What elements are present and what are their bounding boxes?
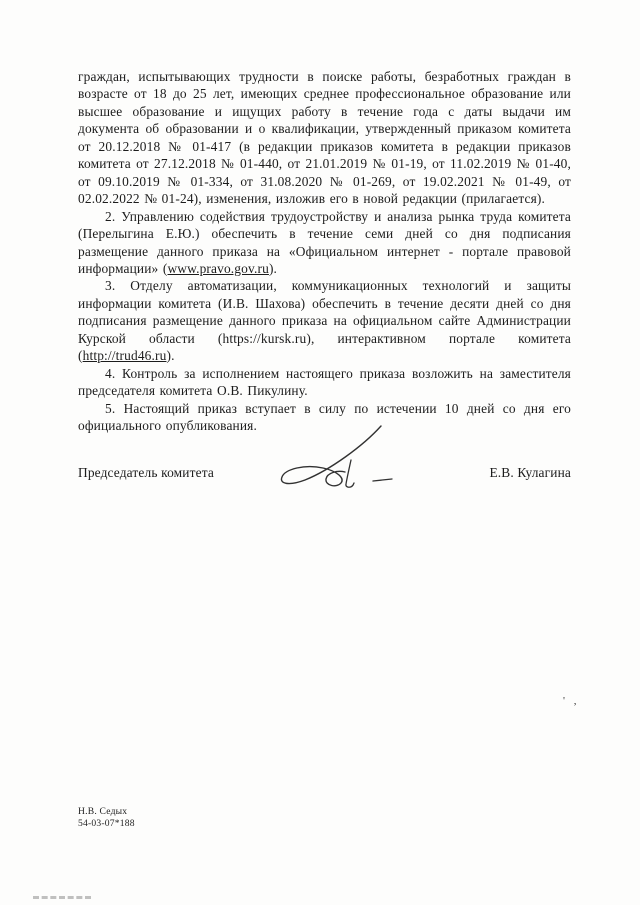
paragraph-item-2 [78, 208, 571, 278]
scan-edge-artifact [33, 896, 91, 899]
signatory-name: Е.В. Кулагина [489, 465, 571, 480]
document-body-text [78, 68, 571, 435]
paragraph-text: ). [268, 260, 278, 276]
scan-speckle: ' , [563, 695, 580, 707]
paragraph-item-5: 5. Настоящий приказ вступает в силу по истечении 10 дней со дня его официального опубликования. [78, 400, 571, 434]
link-pravo-gov-ru: www.pravo.gov.ru [167, 260, 269, 276]
paragraph-continuation: граждан, испытывающих трудности в поиске работы, безработных граждан в возрасте от 18 до 25 лет, имеющих среднее профессиональное образование или высшее образование и ищущих работу в течение года с даты выдачи им документа об образовании и о квалификации, утвержденный приказом комитета от 20.12.2018 № 01-417 (в редакции приказов комитета в редакции приказов комитета от 27.12.2018 № 01-440, от 21.01.2019 № 01-19, от 11.02.2019 № 01-40, от 09.10.2019 № 01-334, от 31.08.2020 № 01-269, от 19.02.2021 № 01-49, от 02.02.2022 № 01-24), изменения, изложив его в новой редакции (прилагается). [78, 69, 571, 207]
paragraph-item-4: 4. Контроль за исполнением настоящего приказа возложить на заместителя председателя комитета О.В. Пикулину. [78, 365, 571, 399]
paragraph-text: 3. Отделу автоматизации, коммуникационных технологий и защиты информации комитета (И.В. Шахова) обеспечить в течение десяти дней со дня подписания размещение данного приказа на официальном сайте Администрации Курской области (https://kursk.ru), интерактивном портале комитета ( [78, 278, 571, 364]
paragraph-text: 2. Управлению содействия трудоустройству и анализа рынка труда комитета (Перелыгина Е.Ю.) обеспечить в течение семи дней со дня подписания размещение данного приказа на «Официальном интернет - портале правовой информации» ( [78, 208, 571, 276]
signatory-title: Председатель комитета [78, 465, 214, 480]
executor-note [78, 806, 135, 829]
handwritten-signature-icon [275, 422, 415, 502]
paragraph-item-3 [78, 277, 571, 364]
executor-name: Н.В. Седых [78, 806, 128, 817]
link-trud46-ru: http://trud46.ru [82, 348, 167, 364]
executor-phone: 54-03-07*188 [78, 817, 135, 829]
paragraph-text: ). [166, 348, 175, 364]
